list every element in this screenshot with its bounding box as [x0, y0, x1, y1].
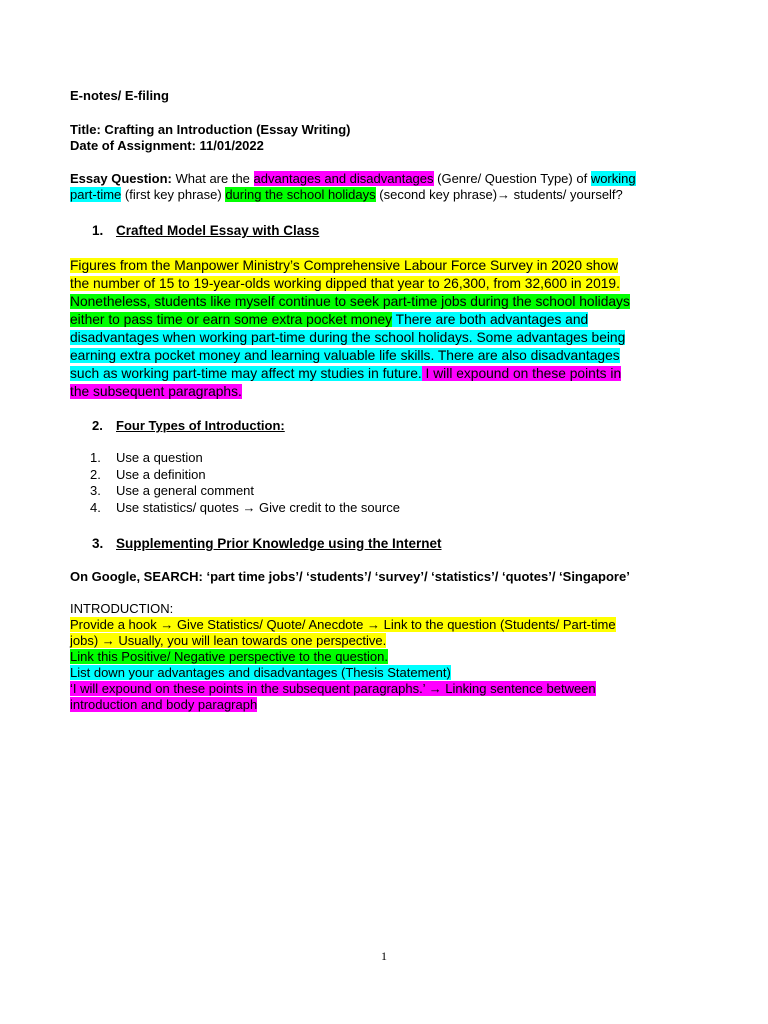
doc-title: Title: Crafting an Introduction (Essay Writing): [70, 122, 351, 137]
text-line: [70, 311, 700, 329]
highlighted-text: jobs) → Usually, you will lean towards one perspective.: [70, 633, 387, 648]
introduction-steps: [70, 617, 700, 713]
highlighted-text: There are both advantages and: [392, 312, 589, 327]
assignment-date: Date of Assignment: 11/01/2022: [70, 138, 264, 153]
doc-header: E-notes/ E-filing: [70, 88, 169, 103]
highlighted-text: Link this Positive/ Negative perspective to the question.: [70, 649, 388, 664]
text-line: [70, 649, 700, 665]
model-essay: [70, 257, 700, 401]
text-line: [70, 329, 700, 347]
highlight-genre: advantages and disadvantages: [253, 171, 434, 186]
highlighted-text: I will expound on these points in: [421, 366, 622, 381]
text-line: [70, 665, 700, 681]
list-item: 2. Use a definition: [90, 466, 206, 482]
highlighted-text: introduction and body paragraph: [70, 697, 258, 712]
text-line: [70, 257, 700, 275]
essay-question-label: Essay Question:: [70, 171, 172, 186]
list-item: 3. Use a general comment: [90, 483, 255, 498]
highlighted-text: disadvantages when working part-time during the school holidays. Some advantages being: [70, 330, 626, 345]
introduction-label: INTRODUCTION:: [70, 601, 174, 616]
highlighted-text: such as working part-time may affect my studies in future.: [70, 366, 422, 381]
highlighted-text: earning extra pocket money and learning valuable life skills. There are also disadvantages: [70, 348, 620, 363]
page-number: 1: [381, 949, 387, 963]
text-line: [70, 617, 700, 633]
text-line: [70, 697, 700, 713]
highlighted-text: Figures from the Manpower Ministry’s Comprehensive Labour Force Survey in 2020 show: [70, 258, 619, 273]
search-instruction: On Google, SEARCH: ‘part time jobs’/ ‘students’/ ‘survey’/ ‘statistics’/ ‘quotes’/ ‘Singapore’: [70, 569, 630, 584]
text-line: [70, 275, 700, 293]
document-page: [70, 88, 700, 713]
text-line: [70, 347, 700, 365]
list-item: 4. Use statistics/ quotes → Give credit to the source: [90, 499, 400, 515]
highlight-key-phrase-2: during the school holidays: [225, 187, 376, 202]
intro-types-list: [70, 450, 700, 516]
highlighted-text: ‘I will expound on these points in the subsequent paragraphs.’ → Linking sentence between: [70, 681, 596, 696]
text-line: [70, 365, 700, 383]
text-line: [70, 633, 700, 649]
highlight-key-phrase-1: working: [590, 171, 636, 186]
highlighted-text: Provide a hook → Give Statistics/ Quote/ Anecdote → Link to the question (Students/ Part-time: [70, 617, 616, 632]
highlighted-text: Nonetheless, students like myself continue to seek part-time jobs during the school holidays: [70, 294, 630, 309]
section-heading-3: 3. Supplementing Prior Knowledge using the Internet: [92, 536, 442, 551]
section-heading-1: 1. Crafted Model Essay with Class: [92, 223, 320, 238]
highlighted-text: List down your advantages and disadvantages (Thesis Statement): [70, 665, 451, 680]
text-line: [70, 293, 700, 311]
highlighted-text: the subsequent paragraphs.: [70, 384, 242, 399]
text-line: [70, 681, 700, 697]
section-heading-2: 2. Four Types of Introduction:: [92, 418, 285, 433]
list-item: 1. Use a question: [90, 450, 203, 465]
essay-question: Essay Question: What are the advantages and disadvantages (Genre/ Question Type) of working part-time (first key phrase) during the school holidays (second key phrase)→ students/ yourself?: [70, 171, 636, 202]
highlighted-text: the number of 15 to 19-year-olds working dipped that year to 26,300, from 32,600 in 2019.: [70, 276, 620, 291]
highlighted-text: either to pass time or earn some extra pocket money: [70, 312, 393, 327]
text-line: [70, 383, 700, 401]
highlight-key-phrase-1b: part-time: [70, 187, 122, 202]
